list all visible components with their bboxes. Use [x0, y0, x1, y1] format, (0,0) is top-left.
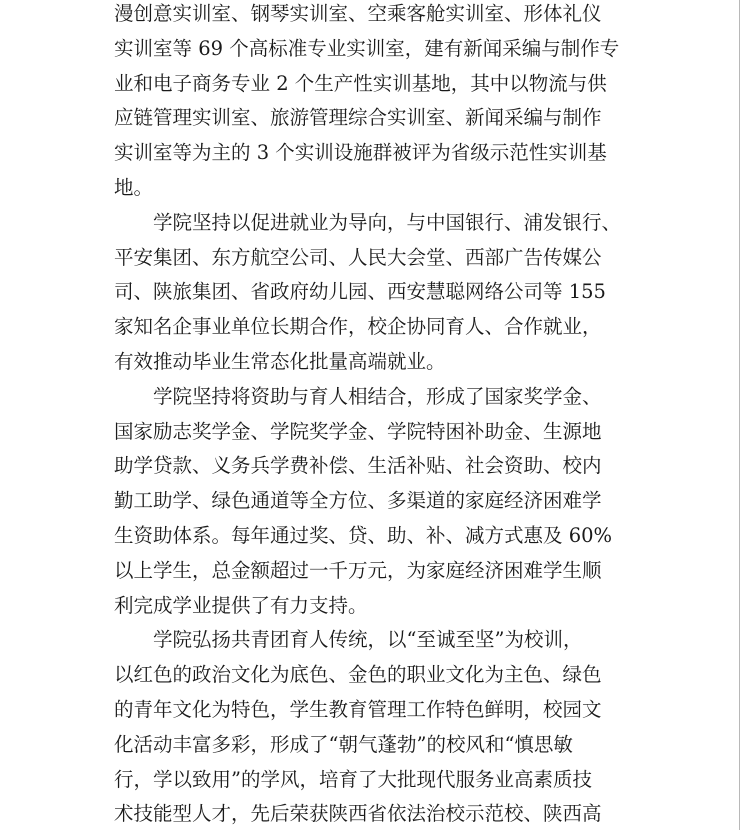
text-line: 学院坚持将资助与育人相结合，形成了国家奖学金、	[114, 384, 602, 408]
text-line: 勤工助学、绿色通道等全方位、多渠道的家庭经济困难学	[114, 489, 602, 513]
text-line: 有效推动毕业生常态化批量高端就业。	[114, 349, 446, 373]
text-line: 司、陕旅集团、省政府幼儿园、西安慧聪网络公司等 155	[114, 280, 606, 304]
text-line: 行，学以致用”的学风，培育了大批现代服务业高素质技	[114, 767, 592, 791]
text-line: 利完成学业提供了有力支持。	[114, 593, 368, 617]
text-line: 漫创意实训室、钢琴实训室、空乘客舱实训室、形体礼仪	[114, 2, 602, 25]
text-line: 化活动丰富多彩，形成了“朝气蓬勃”的校风和“慎思敏	[114, 732, 573, 756]
document-body	[114, 0, 659, 830]
text-line: 应链管理实训室、旅游管理综合实训室、新闻采编与制作	[114, 106, 602, 130]
text-line: 平安集团、东方航空公司、人民大会堂、西部广告传媒公	[114, 245, 602, 269]
text-line: 实训室等为主的 3 个实训设施群被评为省级示范性实训基	[114, 141, 607, 165]
text-line: 业和电子商务专业 2 个生产性实训基地，其中以物流与供	[114, 71, 607, 95]
text-line: 学院弘扬共青团育人传统，以“至诚至坚”为校训，	[114, 628, 583, 652]
text-line: 以红色的政治文化为底色、金色的职业文化为主色、绿色	[114, 663, 602, 687]
paragraph-campus-culture	[114, 623, 659, 830]
text-line: 实训室等 69 个高标准专业实训室，建有新闻采编与制作专	[114, 36, 620, 60]
page-edge-divider	[739, 0, 740, 830]
text-line: 家知名企事业单位长期合作，校企协同育人、合作就业，	[114, 315, 602, 339]
text-line: 生资助体系。每年通过奖、贷、助、补、减方式惠及 60%	[114, 523, 613, 547]
paragraph-employment	[114, 206, 659, 380]
paragraph-training-rooms	[114, 0, 659, 206]
text-line: 助学贷款、义务兵学费补偿、生活补贴、社会资助、校内	[114, 454, 602, 478]
text-line: 国家励志奖学金、学院奖学金、学院特困补助金、生源地	[114, 419, 602, 443]
text-line: 学院坚持以促进就业为导向，与中国银行、浦发银行、	[114, 210, 622, 234]
text-line: 的青年文化为特色，学生教育管理工作特色鲜明，校园文	[114, 697, 602, 721]
text-line: 地。	[114, 175, 154, 199]
text-line: 术技能型人才，先后荣获陕西省依法治校示范校、陕西高	[114, 802, 602, 826]
text-line: 以上学生，总金额超过一千万元，为家庭经济困难学生顺	[114, 558, 602, 582]
paragraph-financial-aid	[114, 380, 659, 624]
